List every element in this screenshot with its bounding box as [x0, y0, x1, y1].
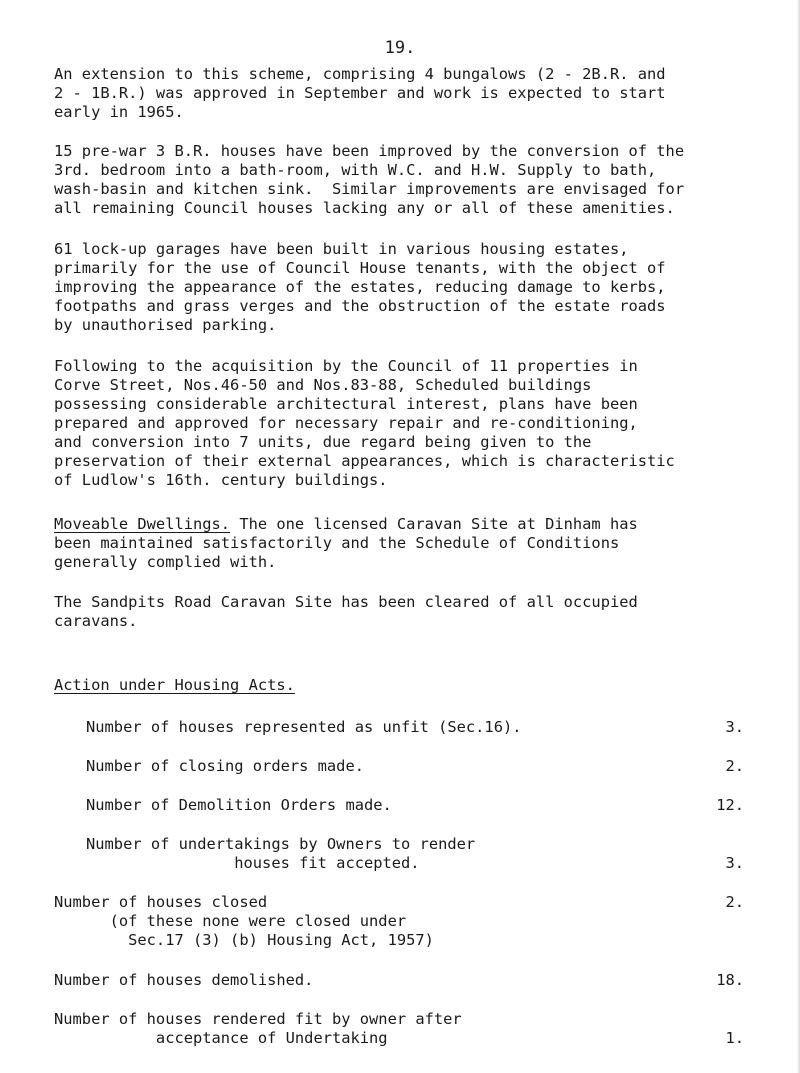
stat-row-houses-closed	[54, 893, 744, 953]
stat-value: 3.	[725, 854, 744, 872]
stat-label: Number of houses rendered fit by owner after acceptance of Undertaking	[54, 1010, 462, 1047]
stat-row-undertakings-accepted	[54, 835, 744, 875]
paragraph-moveable-dwellings	[54, 515, 799, 572]
stat-label: Number of houses closed (of these none were closed under Sec.17 (3) (b) Housing Act, 1957)	[54, 893, 434, 949]
stat-value: 12.	[716, 796, 744, 814]
stat-value: 18.	[716, 971, 744, 989]
stat-value: 2.	[725, 893, 744, 911]
stat-label: Number of closing orders made.	[86, 757, 364, 775]
page-number: 19.	[384, 38, 416, 58]
stat-label: Number of houses demolished.	[54, 971, 314, 989]
stat-value: 1.	[725, 1029, 744, 1047]
moveable-dwellings-text-rest: been maintained satisfactorily and the Schedule of Conditions generally complied with.	[54, 534, 620, 571]
paragraph-bungalow-extension: An extension to this scheme, comprising 4 bungalows (2 - 2B.R. and 2 - 1B.R.) was approved in September and work is expected to start early in 1965.	[54, 65, 666, 121]
housing-acts-heading: Action under Housing Acts.	[54, 676, 295, 694]
paragraph-corve-street: Following to the acquisition by the Council of 11 properties in Corve Street, Nos.46-50 and Nos.83-88, Scheduled buildings possessing considerable architectural interest, plans have been prepared and approved for necessary repair and re-conditioning, and conversion into 7 units, due regard being given to the preservation of their external appearances, which is characteristic of Ludlow's 16th. century buildings.	[54, 357, 675, 489]
stat-value: 2.	[725, 757, 744, 775]
stat-label: Number of houses represented as unfit (Sec.16).	[86, 718, 522, 736]
stat-label: Number of Demolition Orders made.	[86, 796, 392, 814]
stat-value: 3.	[725, 718, 744, 736]
stat-row-rendered-fit	[54, 1010, 744, 1050]
paragraph-lock-up-garages: 61 lock-up garages have been built in various housing estates, primarily for the use of Council House tenants, with the object of improving the appearance of the estates, reducing damage to kerbs, footpaths and grass verges and the obstruction of the estate roads by unauthorised parking.	[54, 240, 666, 334]
moveable-dwellings-heading: Moveable Dwellings.	[54, 515, 231, 533]
stat-label: Number of undertakings by Owners to render houses fit accepted.	[86, 835, 476, 872]
moveable-dwellings-text-first: The one licensed Caravan Site at Dinham has	[230, 515, 638, 533]
paragraph-sandpits-caravan-site: The Sandpits Road Caravan Site has been cleared of all occupied caravans.	[54, 593, 638, 630]
paragraph-house-improvements: 15 pre-war 3 B.R. houses have been improved by the conversion of the 3rd. bedroom into a bath-room, with W.C. and H.W. Supply to bath, wash-basin and kitchen sink. Similar improvements are envisaged for all remaining Council houses lacking any or all of these amenities.	[54, 142, 685, 217]
